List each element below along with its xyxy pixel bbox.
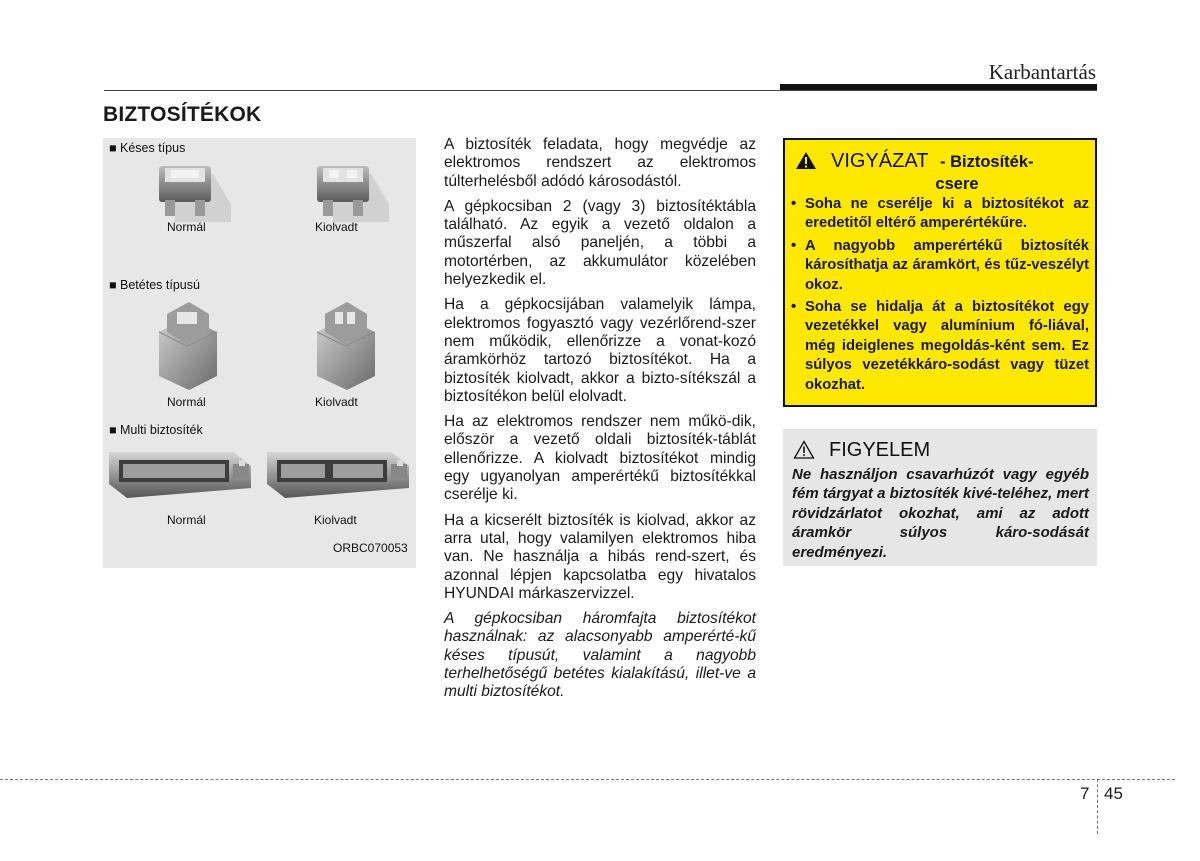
body-paragraph: Ha az elektromos rendszer nem műkö-dik, először a vezető oldali biztosíték-táblát ellenőrizze. A kiolvadt biztosítékot mindig egy ugyanolyan amperértékű biztosítékkal cserélje ki. [444, 413, 756, 504]
caution-item [791, 298, 1089, 395]
body-paragraph: A biztosíték feladata, hogy megvédje az elektromos rendszert az elektromos túlterhelésből adódó károsodástól. [444, 136, 756, 190]
cartridge-blown-caption: Kiolvadt [315, 395, 358, 409]
bullet: • [791, 196, 797, 212]
notice-box [783, 429, 1097, 566]
footer-vertical-divider [1097, 779, 1098, 834]
multi-fuse-normal-image [105, 438, 255, 504]
blade-blown-caption: Kiolvadt [315, 220, 358, 234]
page-number: 45 [1104, 784, 1123, 803]
section-title: BIZTOSÍTÉKOK [103, 103, 262, 126]
caution-title-word: VIGYÁZAT [831, 150, 929, 172]
figure-code: ORBC070053 [333, 541, 408, 555]
blade-fuse-normal-image [153, 164, 233, 222]
page-header-title: Karbantartás [988, 60, 1096, 84]
caution-title-rest2: csere [935, 175, 979, 193]
caution-item [791, 195, 1089, 234]
caution-item-text: Soha se hidalja át a biztosítékot egy vezetékkel vagy alumínium fó-liával, még ideiglenes megoldás-ként sem. Ez súlyos vezetékkáro-sodást vagy tüzet okozhat. [805, 299, 1089, 393]
caution-item-text: A nagyobb amperértékű biztosíték károsíthatja az áramkört, és tűz-veszélyt okoz. [805, 237, 1089, 293]
warning-triangle-icon [795, 151, 817, 170]
multi-blown-caption: Kiolvadt [314, 513, 357, 527]
multi-normal-caption: Normál [167, 513, 206, 527]
cartridge-fuse-blown-image [309, 298, 384, 390]
header-rule [104, 90, 1097, 91]
bullet: • [791, 299, 797, 316]
footer-divider [0, 779, 1175, 780]
multi-fuse-blown-image [263, 438, 413, 504]
bullet: • [791, 237, 797, 254]
caution-item [791, 237, 1089, 295]
notice-triangle-icon [793, 440, 815, 459]
cartridge-normal-caption: Normál [167, 395, 206, 409]
caution-box [783, 138, 1097, 407]
caution-title-rest: - Biztosíték- [940, 153, 1034, 171]
body-paragraph: Ha a kicserélt biztosíték is kiolvad, akkor az arra utal, hogy valamilyen elektromos hiba van. Ne használja a hibás rend-szert, és azonnal lépjen kapcsolatba egy hivatalos HYUNDAI márkaszervizzel. [444, 511, 756, 602]
cartridge-fuse-label: ■ Betétes típusú [109, 278, 200, 292]
body-paragraph: Ha a gépkocsijában valamelyik lámpa, elektromos fogyasztó vagy vezérlőrend-szer nem működik, ellenőrizze a vonat-kozó áramkörhöz tartozó biztosítékot. Ha a biztosíték kiolvadt, akkor a bizto-sítékszál a biztosítékon belül elolvadt. [444, 296, 756, 405]
body-paragraph: A gépkocsiban 2 (vagy 3) biztosítéktábla található. Az egyik a vezető oldalon a műszerfal alsó paneljén, a többi a motortérben, az akkumulátor közelében helyezkedik el. [444, 197, 756, 289]
blade-normal-caption: Normál [167, 220, 206, 234]
multi-fuse-label: ■ Multi biztosíték [109, 423, 203, 437]
chapter-number: 7 [1080, 784, 1090, 803]
caution-list [791, 195, 1089, 398]
notice-text: Ne használjon csavarhúzót vagy egyéb fém tárgyat a biztosíték kivé-teléhez, mert rövidzárlatot okozhat, ami az adott áramkör súlyos káro-sodását eredményezi. [792, 466, 1089, 561]
body-text [444, 136, 756, 709]
blade-fuse-label: ■ Késes típus [109, 141, 186, 155]
blade-fuse-blown-image [311, 164, 391, 222]
body-italic-paragraph: A gépkocsiban háromfajta biztosítékot használnak: az alacsonyabb amperérté-kű késes típusút, valamint a nagyobb terhelhetőségű betétes kialakítású, illet-ve a multi biztosítékot. [444, 610, 756, 701]
cartridge-fuse-normal-image [151, 298, 226, 390]
notice-heading: FIGYELEM [829, 439, 931, 461]
caution-item-text: Soha ne cserélje ki a biztosítékot az eredetitől eltérő amperértékűre. [805, 196, 1089, 232]
fuse-types-figure [103, 138, 416, 568]
